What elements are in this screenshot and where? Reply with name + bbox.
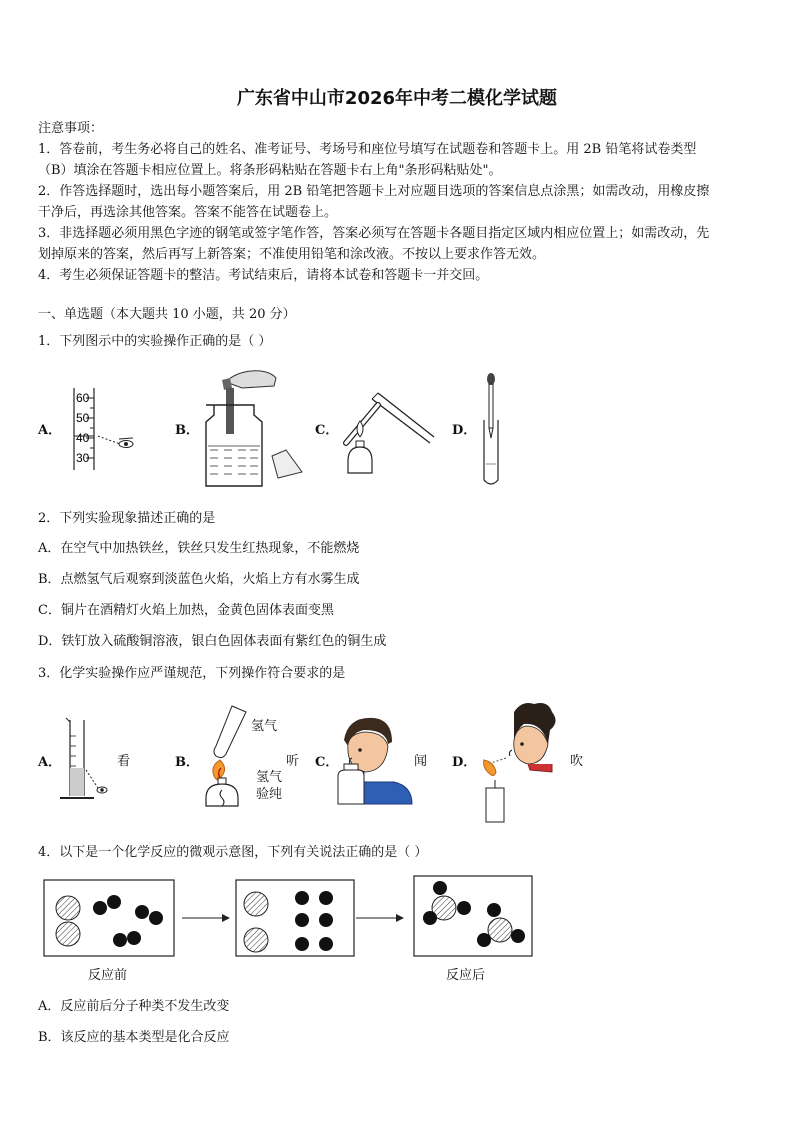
q3-blow-figure (478, 700, 570, 822)
q3-hydrogen-label: 氢气 (251, 719, 278, 734)
black-atom (319, 913, 333, 927)
hatched-atom (244, 892, 268, 916)
q3-caption-smell: 闻 (414, 754, 428, 769)
q1-option-c-label: C． (315, 423, 339, 438)
notice-line: 1．答卷前，考生务必将自己的姓名、准考证号、考场号和座位号填写在试题卷和答题卡上。用 2B 铅笔将试卷类型 (38, 142, 697, 157)
notice-line: （B）填涂在答题卡相应位置上。将条形码粘贴在答题卡右上角"条形码粘贴处"。 (38, 163, 502, 178)
notice-heading: 注意事项： (38, 121, 104, 136)
q3-caption-listen: 听 (286, 754, 300, 769)
notice-line: 划掉原来的答案，然后再写上新答案；不准使用铅笔和涂改液。不按以上要求作答无效。 (38, 247, 546, 262)
black-atom (487, 903, 501, 917)
q1-dropper-bottle-figure (196, 360, 311, 490)
black-atom (295, 913, 309, 927)
q3-hydrogen-test-label-1: 氢气 (256, 770, 283, 785)
q4-option-b: B．该反应的基本类型是化合反应 (38, 1030, 230, 1045)
q3-option-d-label: D． (452, 755, 477, 770)
black-atom (511, 929, 525, 943)
q2-option-d: D．铁钉放入硫酸铜溶液，银白色固体表面有紫红色的铜生成 (38, 634, 387, 649)
q1-dropper-tube-figure (476, 372, 506, 490)
hatched-atom (488, 918, 512, 942)
hatched-atom (56, 896, 80, 920)
q2-option-b: B．点燃氢气后观察到淡蓝色火焰，火焰上方有水雾生成 (38, 572, 360, 587)
q4-before-label: 反应前 (88, 968, 128, 983)
q2-option-c: C．铜片在酒精灯火焰上加热，金黄色固体表面变黑 (38, 603, 334, 618)
black-atom (295, 891, 309, 905)
q1-scale-60: 60 (76, 391, 90, 405)
q3-option-b-label: B． (175, 755, 199, 770)
black-atom (135, 905, 149, 919)
q4-stem: 4．以下是一个化学反应的微观示意图，下列有关说法正确的是（ ） (38, 845, 428, 860)
notice-line: 3．非选择题必须用黑色字迹的钢笔或签字笔作答，答案必须写在答题卡各题目指定区域内相应位置上；如需改动，先 (38, 226, 710, 241)
q2-stem: 2．下列实验现象描述正确的是 (38, 511, 216, 526)
black-atom (433, 881, 447, 895)
q3-option-a-label: A． (38, 755, 62, 770)
black-atom (319, 891, 333, 905)
page-title: 广东省中山市2026年中考二模化学试题 (236, 88, 558, 109)
q3-cylinder-figure (58, 716, 118, 806)
q1-cylinder-reading-figure (60, 380, 150, 480)
eye-icon (97, 787, 107, 793)
notice-line: 4．考生必须保证答题卡的整洁。考试结束后，请将本试卷和答题卡一并交回。 (38, 268, 489, 283)
q3-option-c-label: C． (315, 755, 339, 770)
black-atom (295, 937, 309, 951)
q3-hydrogen-test-figure (196, 702, 256, 812)
q1-stem: 1．下列图示中的实验操作正确的是（ ） (38, 334, 272, 349)
q3-caption-blow: 吹 (570, 754, 584, 769)
q1-scale-40: 40 (76, 431, 90, 445)
q3-caption-look: 看 (117, 754, 131, 769)
q4-microscopic-reaction-diagram (44, 872, 544, 962)
black-atom (423, 911, 437, 925)
q3-hydrogen-test-label-2: 验纯 (256, 787, 283, 802)
black-atom (477, 933, 491, 947)
notice-line: 2．作答选择题时，选出每小题答案后，用 2B 铅笔把答题卡上对应题目选项的答案信息点涂黑；如需改动，用橡皮擦 (38, 184, 710, 199)
hatched-atom (56, 922, 80, 946)
q1-scale-50: 50 (76, 411, 90, 425)
q4-option-a: A．反应前后分子种类不发生改变 (38, 999, 230, 1014)
black-atom (107, 895, 121, 909)
q1-option-b-label: B． (175, 423, 199, 438)
black-atom (457, 901, 471, 915)
q1-heating-tube-figure (338, 385, 438, 485)
q1-scale-30: 30 (76, 451, 90, 465)
q1-option-d-label: D． (452, 423, 477, 438)
black-atom (127, 931, 141, 945)
q3-smell-figure (334, 712, 414, 804)
notice-line: 干净后，再选涂其他答案。答案不能答在试题卷上。 (38, 205, 338, 220)
q1-option-a-label: A． (38, 423, 62, 438)
hatched-atom (244, 928, 268, 952)
black-atom (149, 911, 163, 925)
black-atom (93, 901, 107, 915)
q2-option-a: A．在空气中加热铁丝，铁丝只发生红热现象，不能燃烧 (38, 541, 360, 556)
q3-stem: 3．化学实验操作应严谨规范，下列操作符合要求的是 (38, 666, 346, 681)
section-heading: 一、单选题（本大题共 10 小题，共 20 分） (38, 307, 296, 322)
black-atom (113, 933, 127, 947)
eye-icon (119, 438, 133, 448)
black-atom (319, 937, 333, 951)
q4-after-label: 反应后 (446, 968, 486, 983)
